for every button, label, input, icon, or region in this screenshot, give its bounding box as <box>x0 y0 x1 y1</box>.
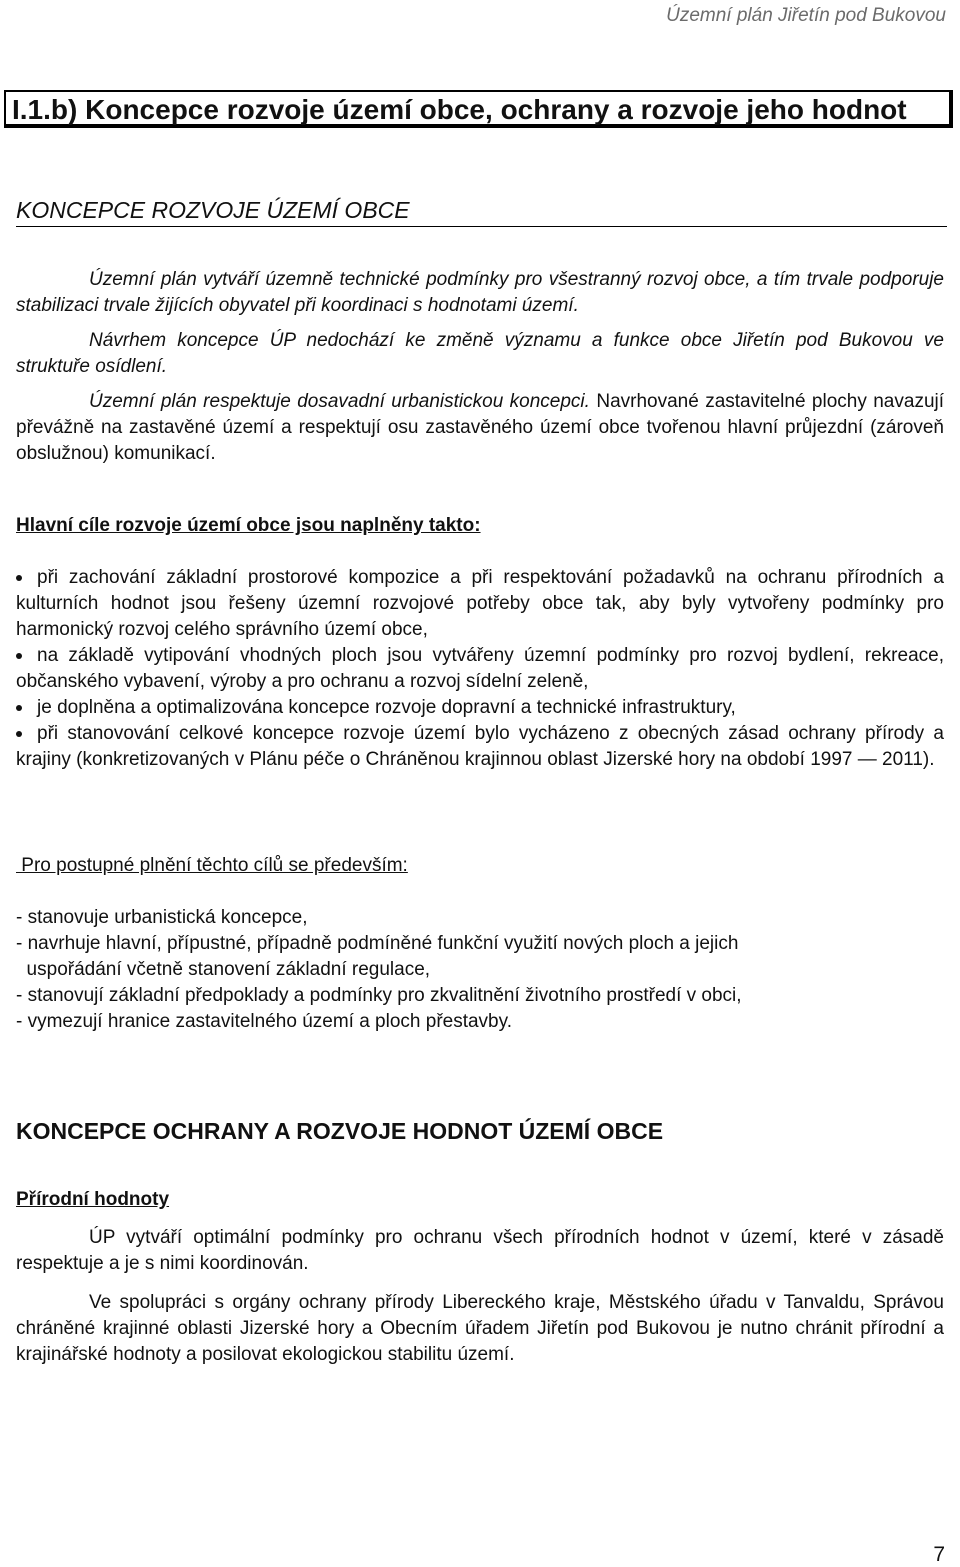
list-item-text: je doplněna a optimalizována koncepce rozvoje dopravní a technické infrastruktury, <box>37 697 736 718</box>
chapter-title: I.1.b) Koncepce rozvoje území obce, ochrany a rozvoje jeho hodnot <box>12 94 907 125</box>
section-title-protection: KONCEPCE OCHRANY A ROZVOJE HODNOT ÚZEMÍ OBCE <box>16 1118 664 1144</box>
bullet-icon <box>16 731 22 737</box>
list-item-text: při zachování základní prostorové kompozice a při respektování požadavků na ochranu přírodních a kulturních hodnot jsou řešeny územní rozvojové potřeby obce tak, aby byly vytvořeny podmínky pro harmonický rozvoj celého správního území obce, <box>16 567 944 640</box>
paragraph: Územní plán vytváří územně technické podmínky pro všestranný rozvoj obce, a tím trvale podporuje stabilizaci trvale žijících obyvatel při koordinaci s hodnotami území. <box>16 269 944 316</box>
plan-heading: Pro postupné plnění těchto cílů se především: <box>16 855 408 876</box>
nature-heading: Přírodní hodnoty <box>16 1189 170 1210</box>
list-item-text: při stanovování celkové koncepce rozvoje území bylo vycházeno z obecných zásad ochrany přírody a krajiny (konkretizovaných v Plánu péče o Chráněnou krajinnou oblast Jizerské hory na období 1997 — 2011). <box>16 723 944 770</box>
bullet-icon <box>16 575 22 581</box>
plan-list <box>16 905 944 1035</box>
section-protection-text <box>16 1225 944 1368</box>
list-item: - vymezují hranice zastavitelného území a ploch přestavby. <box>16 1011 512 1032</box>
list-item: - navrhuje hlavní, přípustné, případně podmíněné funkční využití nových ploch a jejich <box>16 933 739 954</box>
paragraph <box>16 389 944 467</box>
goals-list <box>16 565 944 773</box>
paragraph: Ve spolupráci s orgány ochrany přírody Libereckého kraje, Městského úřadu v Tanvaldu, Správou chráněné krajinné oblasti Jizerské hory a Obecním úřadem Jiřetín pod Bukovou je nutno chránit přírodní a krajinářské hodnoty a posilovat ekologickou stabilitu území. <box>16 1292 944 1365</box>
page-number: 7 <box>933 1543 945 1566</box>
list-item: - stanovují základní předpoklady a podmínky pro zkvalitnění životního prostředí v obci, <box>16 985 742 1006</box>
list-item <box>16 721 944 773</box>
list-item <box>16 565 944 643</box>
bullet-icon <box>16 705 22 711</box>
list-item-text: na základě vytipování vhodných ploch jsou vytvářeny územní podmínky pro rozvoj bydlení, rekreace, občanského vybavení, výroby a pro ochranu a rozvoj sídelní zeleně, <box>16 645 944 692</box>
section-development-text <box>16 267 944 467</box>
chapter-title-box <box>4 90 953 128</box>
paragraph-continuation: Navrhované zastavitelné plochy navazují převážně na zastavěné území a respektují osu zastavěného území obce tvořenou hlavní průjezdní (zároveň obslužnou) komunikací. <box>16 391 945 464</box>
list-item <box>16 695 944 721</box>
paragraph: ÚP vytváří optimální podmínky pro ochranu všech přírodních hodnot v území, které v zásadě respektuje a je s nimi koordinován. <box>16 1227 944 1274</box>
paragraph-lead: Územní plán respektuje dosavadní urbanistickou koncepci. <box>89 391 590 412</box>
paragraph: Návrhem koncepce ÚP nedochází ke změně významu a funkce obce Jiřetín pod Bukovou ve struktuře osídlení. <box>16 330 944 377</box>
bullet-icon <box>16 653 22 659</box>
list-item <box>16 643 944 695</box>
section-title-development: KONCEPCE ROZVOJE ÚZEMÍ OBCE <box>16 194 947 227</box>
list-item: - stanovuje urbanistická koncepce, <box>16 907 308 928</box>
list-item: uspořádání včetně stanovení základní regulace, <box>16 959 431 980</box>
goals-heading: Hlavní cíle rozvoje území obce jsou naplněny takto: <box>16 515 481 536</box>
running-header: Územní plán Jiřetín pod Bukovou <box>666 5 946 26</box>
